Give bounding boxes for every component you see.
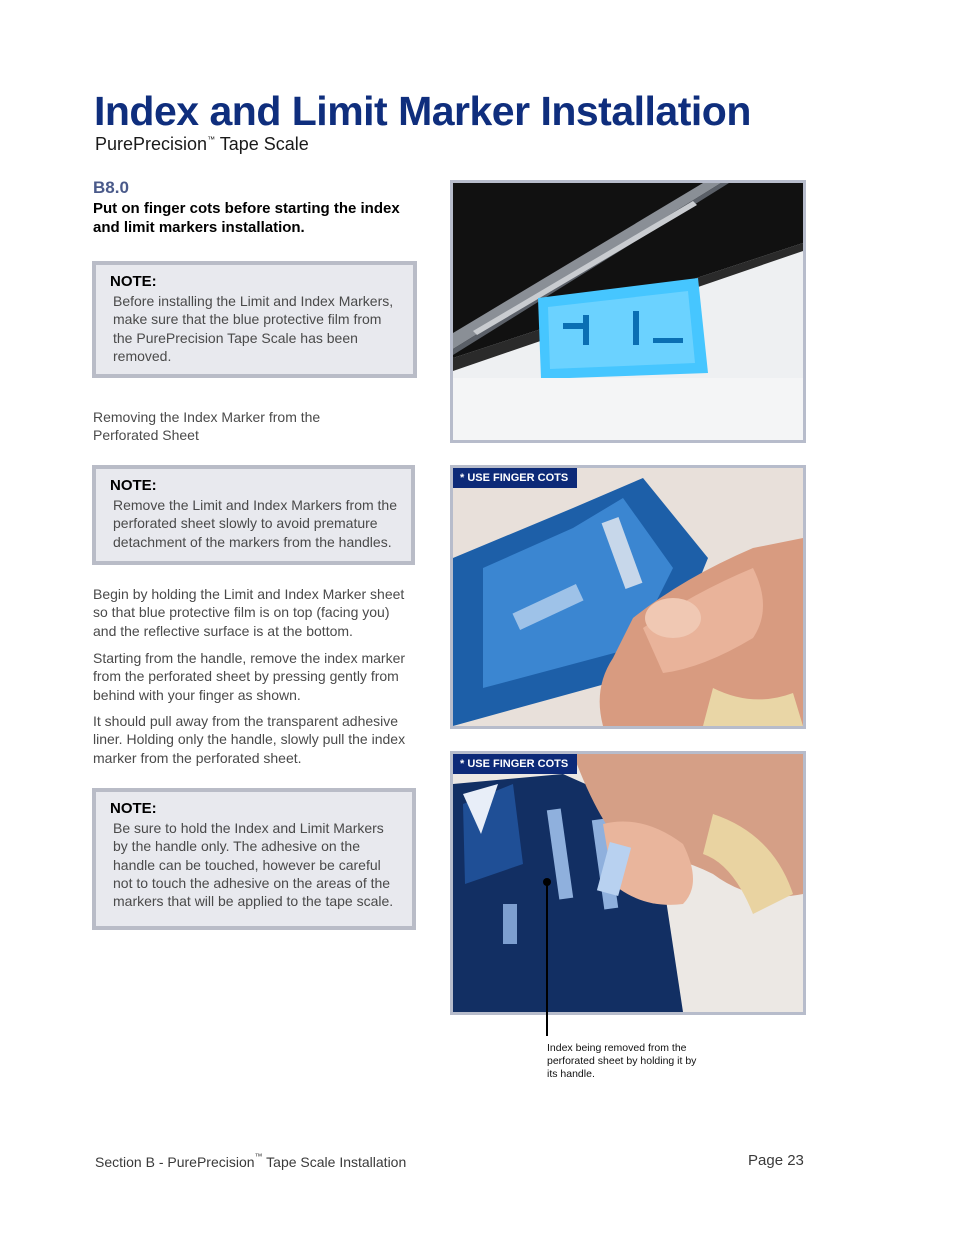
subtitle-rest: Tape Scale xyxy=(215,134,309,154)
step-instruction: Put on finger cots before starting the index and limit markers installation. xyxy=(93,200,400,236)
step-number: B8.0 xyxy=(93,178,129,197)
footer-section-label xyxy=(95,1152,406,1170)
page-number: Page 23 xyxy=(748,1152,804,1169)
note-body: Be sure to hold the Index and Limit Markers by the handle only. The adhesive on the handle can be touched, however be careful not to touch the adhesive on the areas of the markers that will be applied to the tape scale. xyxy=(113,820,394,910)
note-title: NOTE: xyxy=(110,273,157,290)
trademark-symbol: ™ xyxy=(207,135,216,144)
photo-marker-on-scale-image xyxy=(453,183,803,440)
note-title: NOTE: xyxy=(110,477,157,494)
subtitle-product-name: PurePrecision xyxy=(95,134,208,154)
photo-press-from-behind xyxy=(450,465,806,729)
note-body: Remove the Limit and Index Markers from the perforated sheet slowly to avoid premature detachment of the markers from the handles. xyxy=(113,497,398,550)
callout-dot xyxy=(543,878,551,886)
section-heading-removing-index: Removing the Index Marker from the Perforated Sheet xyxy=(93,409,321,444)
note-box-remove-slowly xyxy=(92,465,415,565)
finger-cots-badge: * USE FINGER COTS xyxy=(453,754,577,774)
page-subtitle xyxy=(95,134,309,155)
paragraph-pull-away: It should pull away from the transparent adhesive liner. Holding only the handle, slowly pull the index marker from the perforated sheet. xyxy=(93,713,406,766)
trademark-symbol: ™ xyxy=(254,1152,263,1161)
note-box-protective-film xyxy=(92,261,417,378)
paragraph-hold-sheet: Begin by holding the Limit and Index Marker sheet so that blue protective film is on top (facing you) and the reflective surface is at the bottom. xyxy=(93,586,405,639)
footer-suffix: Tape Scale Installation xyxy=(262,1154,407,1170)
callout-line xyxy=(546,880,548,1036)
page-title: Index and Limit Marker Installation xyxy=(94,88,751,134)
note-body: Before installing the Limit and Index Markers, make sure that the blue protective film from the PurePrecision Tape Scale has been removed. xyxy=(113,293,394,364)
footer-prefix: Section B - PurePrecision xyxy=(95,1154,255,1170)
finger-cots-badge: * USE FINGER COTS xyxy=(453,468,577,488)
photo-caption: Index being removed from the perforated sheet by holding it by its handle. xyxy=(547,1042,697,1080)
note-title: NOTE: xyxy=(110,800,157,817)
paragraph-press-gently: Starting from the handle, remove the index marker from the perforated sheet by pressing gently from behind with your finger as shown. xyxy=(93,650,406,703)
photo-press-from-behind-image xyxy=(453,468,803,726)
photo-hold-by-handle-image xyxy=(453,754,803,1012)
photo-marker-on-scale xyxy=(450,180,806,443)
photo-hold-by-handle xyxy=(450,751,806,1015)
note-box-handle-only xyxy=(92,788,416,930)
